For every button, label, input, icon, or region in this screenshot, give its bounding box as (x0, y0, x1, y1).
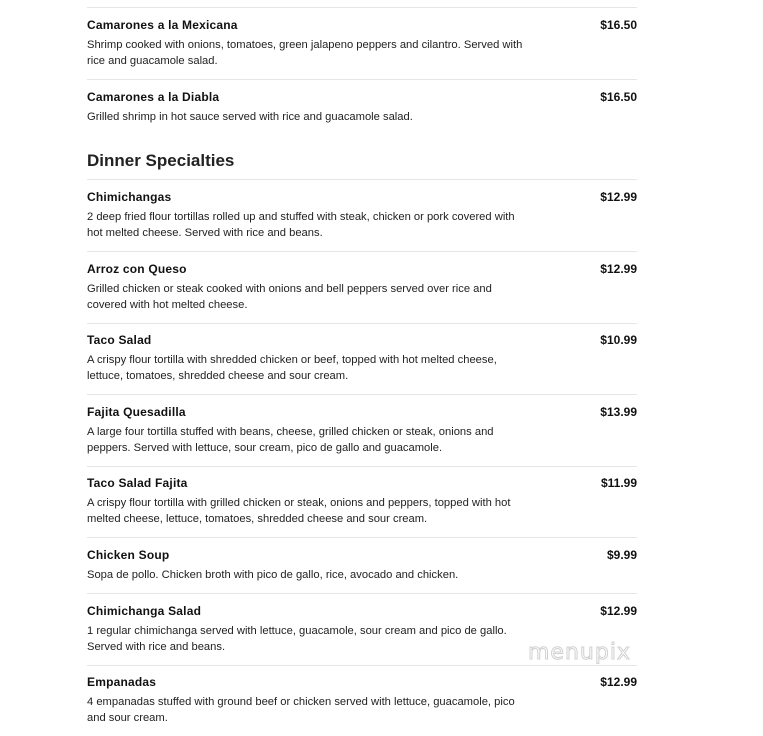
item-name: Taco Salad (87, 333, 152, 347)
menu-item-camarones-mexicana (87, 18, 637, 80)
item-description: Grilled shrimp in hot sauce served with rice and guacamole salad. (87, 111, 413, 123)
item-name: Chimichanga Salad (87, 604, 202, 618)
item-description: A large four tortilla stuffed with beans, cheese, grilled chicken or steak, onions and peppers. Served with lettuce, sour cream, pico de gallo and guacamole. (87, 426, 494, 454)
item-price: $16.50 (600, 90, 637, 104)
item-name: Taco Salad Fajita (87, 476, 188, 490)
item-name: Empanadas (87, 675, 157, 689)
item-name: Chicken Soup (87, 548, 170, 562)
item-description: Shrimp cooked with onions, tomatoes, green jalapeno peppers and cilantro. Served with rice and guacamole salad. (87, 39, 523, 67)
item-name: Camarones a la Diabla (87, 90, 220, 104)
menu-item-fajita-quesadilla (87, 405, 637, 467)
item-name: Arroz con Queso (87, 262, 187, 276)
item-price: $12.99 (600, 675, 637, 689)
item-name: Chimichangas (87, 190, 172, 204)
menu-item-taco-salad (87, 333, 637, 395)
section-title-dinner-specialties: Dinner Specialties (87, 151, 235, 170)
item-price: $13.99 (600, 405, 637, 419)
menu-item-chimichangas (87, 190, 637, 252)
menu-item-chicken-soup (87, 548, 637, 594)
item-description: A crispy flour tortilla with shredded chicken or beef, topped with hot melted cheese, lettuce, tomatoes, shredded cheese and sour cream. (87, 354, 497, 382)
menu-item-taco-salad-fajita (87, 476, 637, 538)
watermark-logo: menupix (528, 640, 631, 665)
item-description: Sopa de pollo. Chicken broth with pico de gallo, rice, avocado and chicken. (87, 569, 459, 581)
item-name: Fajita Quesadilla (87, 405, 186, 419)
item-price: $9.99 (606, 548, 637, 562)
item-description: A crispy flour tortilla with grilled chicken or steak, onions and peppers, topped with hot melted cheese, lettuce, tomatoes, shredded cheese and sour cream. (87, 497, 511, 525)
section-divider (87, 179, 637, 180)
item-name: Camarones a la Mexicana (87, 18, 238, 32)
item-price: $16.50 (600, 18, 637, 32)
menu-item-camarones-diabla (87, 90, 637, 130)
item-description: Grilled chicken or steak cooked with onions and bell peppers served over rice and covered with hot melted cheese. (87, 283, 492, 311)
item-price: $12.99 (600, 262, 637, 276)
item-price: $10.99 (600, 333, 637, 347)
item-price: $11.99 (600, 476, 637, 490)
item-description: 4 empanadas stuffed with ground beef or chicken served with lettuce, guacamole, pico and sour cream. (87, 696, 515, 724)
item-description: 1 regular chimichanga served with lettuce, guacamole, sour cream and pico de gallo. Served with rice and beans. (87, 625, 507, 653)
menu-item-empanadas (87, 675, 637, 733)
item-description: 2 deep fried flour tortillas rolled up and stuffed with steak, chicken or pork covered with hot melted cheese. Served with rice and beans. (87, 211, 515, 239)
top-divider (87, 7, 637, 8)
item-price: $12.99 (600, 604, 637, 618)
item-price: $12.99 (600, 190, 637, 204)
menu-item-arroz-con-queso (87, 262, 637, 324)
